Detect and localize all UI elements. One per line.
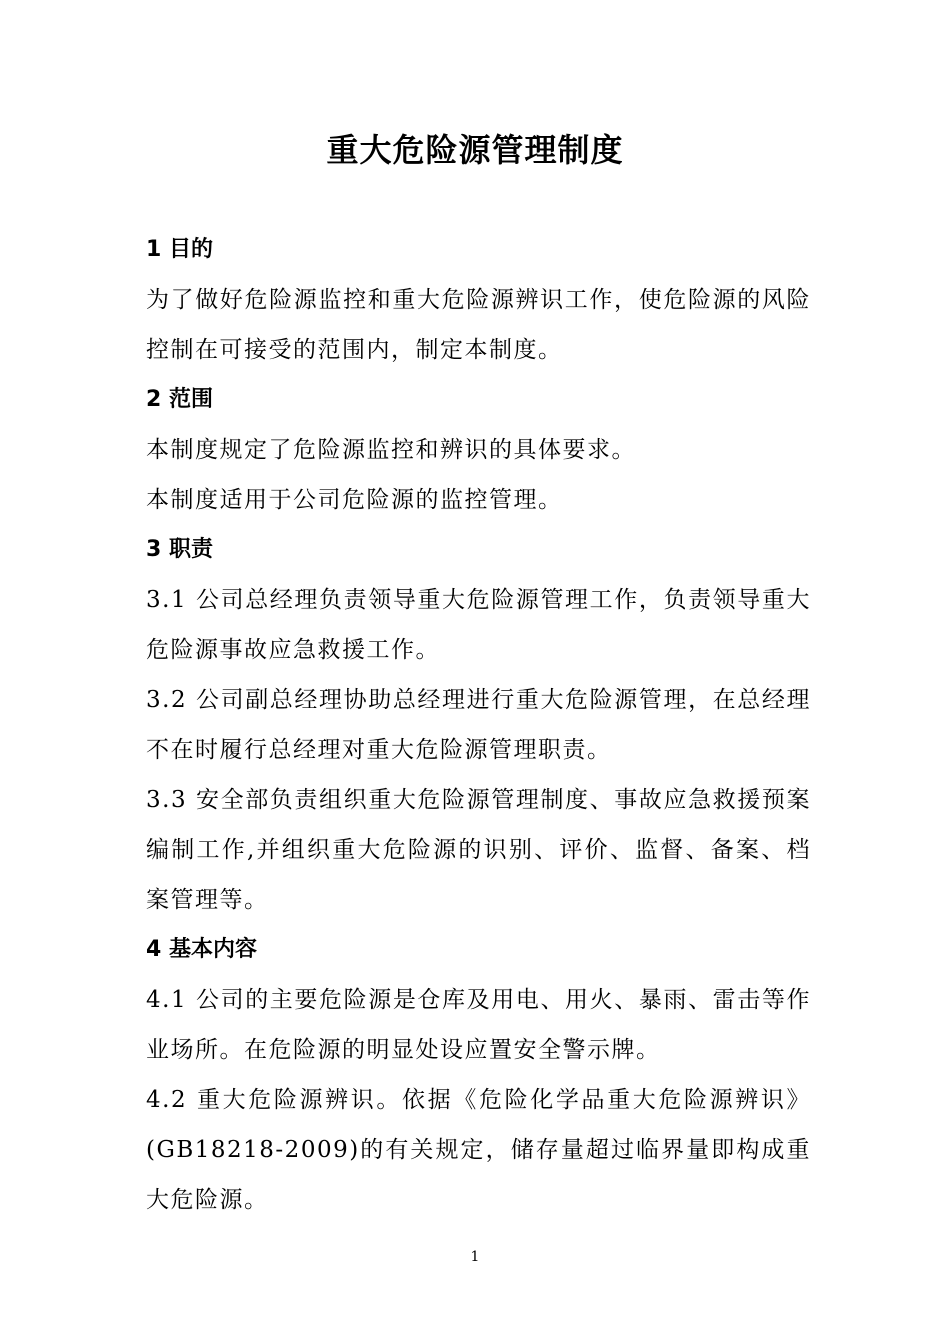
paragraph: 为了做好危险源监控和重大危险源辨识工作，使危险源的风险控制在可接受的范围内，制定本制度。 (146, 287, 811, 363)
paragraph: 4.2 重大危险源辨识。依据《危险化学品重大危险源辨识》(GB18218-2009)的有关规定，储存量超过临界量即构成重大危险源。 (146, 1087, 811, 1213)
paragraph: 本制度适用于公司危险源的监控管理。 (146, 487, 563, 513)
section-heading: 3 职责 (146, 537, 213, 562)
document-body (146, 225, 811, 1225)
paragraph: 3.3 安全部负责组织重大危险源管理制度、事故应急救援预案编制工作,并组织重大危险源的识别、评价、监督、备案、档案管理等。 (146, 787, 811, 913)
paragraph: 4.1 公司的主要危险源是仓库及用电、用火、暴雨、雷击等作业场所。在危险源的明显处设应置安全警示牌。 (146, 987, 811, 1063)
paragraph: 3.2 公司副总经理协助总经理进行重大危险源管理，在总经理不在时履行总经理对重大危险源管理职责。 (146, 687, 811, 763)
section-heading: 1 目的 (146, 237, 213, 262)
paragraph: 3.1 公司总经理负责领导重大危险源管理工作，负责领导重大危险源事故应急救援工作。 (146, 587, 811, 663)
section-scope (146, 375, 811, 525)
section-responsibilities (146, 525, 811, 925)
section-basic-content (146, 925, 811, 1225)
paragraph: 本制度规定了危险源监控和辨识的具体要求。 (146, 437, 636, 463)
section-heading: 4 基本内容 (146, 937, 257, 962)
section-heading: 2 范围 (146, 387, 213, 412)
page-number: 1 (470, 1249, 480, 1265)
document-title: 重大危险源管理制度 (326, 131, 624, 169)
section-purpose (146, 225, 811, 375)
